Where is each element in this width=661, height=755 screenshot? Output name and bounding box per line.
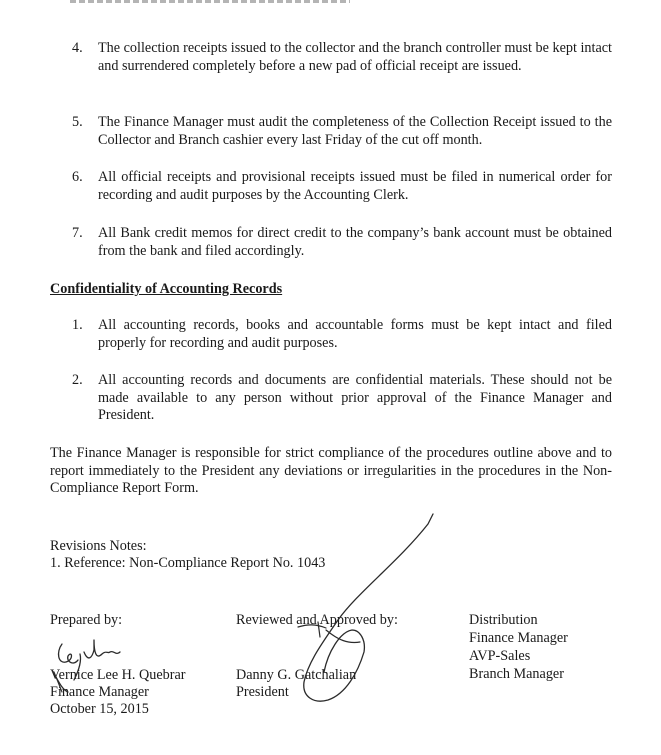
list-number: 5. bbox=[72, 114, 83, 130]
list-item bbox=[72, 317, 612, 353]
distribution-item: AVP-Sales bbox=[469, 648, 531, 664]
cut-off-text-remnant bbox=[70, 0, 350, 3]
responsibility-paragraph: The Finance Manager is responsible for strict compliance of the procedures outline above and to report immediately to the President any deviations or irregularities in the procedures in the Non-Compliance Report Form. bbox=[50, 445, 612, 496]
prepared-by-position: Finance Manager bbox=[50, 684, 149, 700]
list-text: All Bank credit memos for direct credit to the company’s bank account must be obtained from the bank and filed accordingly. bbox=[98, 225, 612, 259]
distribution-item: Branch Manager bbox=[469, 666, 564, 682]
list-text: The collection receipts issued to the collector and the branch controller must be kept intact and surrendered completely before a new pad of official receipt are issued. bbox=[98, 40, 612, 74]
prepared-by-label: Prepared by: bbox=[50, 612, 123, 628]
list-item bbox=[72, 114, 612, 150]
list-item bbox=[72, 169, 612, 205]
distribution-item: Finance Manager bbox=[469, 630, 568, 646]
revisions-item: 1. Reference: Non-Compliance Report No. 1043 bbox=[50, 555, 326, 571]
revisions-title: Revisions Notes: bbox=[50, 538, 147, 554]
distribution-title: Distribution bbox=[469, 612, 538, 628]
prepared-by-date: October 15, 2015 bbox=[50, 701, 149, 717]
list-text: All accounting records and documents are confidential materials. These should not be made available to any person without prior approval of the Finance Manager and President. bbox=[98, 372, 612, 423]
list-item bbox=[72, 40, 612, 94]
list-text: All official receipts and provisional receipts issued must be filed in numerical order for recording and audit purposes by the Accounting Clerk. bbox=[98, 169, 612, 203]
reviewed-by-name: Danny G. Gatchalian bbox=[236, 667, 357, 683]
reviewed-by-signature bbox=[268, 512, 448, 712]
list-text: All accounting records, books and accountable forms must be kept intact and filed properly for recording and audit purposes. bbox=[98, 317, 612, 351]
list-number: 1. bbox=[72, 317, 83, 333]
list-number: 4. bbox=[72, 40, 83, 56]
reviewed-by-position: President bbox=[236, 684, 289, 700]
list-number: 7. bbox=[72, 225, 83, 241]
section-heading: Confidentiality of Accounting Records bbox=[50, 281, 283, 297]
prepared-by-name: Vernice Lee H. Quebrar bbox=[50, 667, 186, 683]
list-number: 2. bbox=[72, 372, 83, 388]
prepared-by-signature bbox=[48, 632, 168, 702]
reviewed-by-label: Reviewed and Approved by: bbox=[236, 612, 398, 628]
list-item bbox=[72, 372, 612, 426]
list-number: 6. bbox=[72, 169, 83, 185]
list-text: The Finance Manager must audit the completeness of the Collection Receipt issued to the Collector and Branch cashier every last Friday of the cut off month. bbox=[98, 114, 612, 148]
list-item bbox=[72, 225, 612, 261]
